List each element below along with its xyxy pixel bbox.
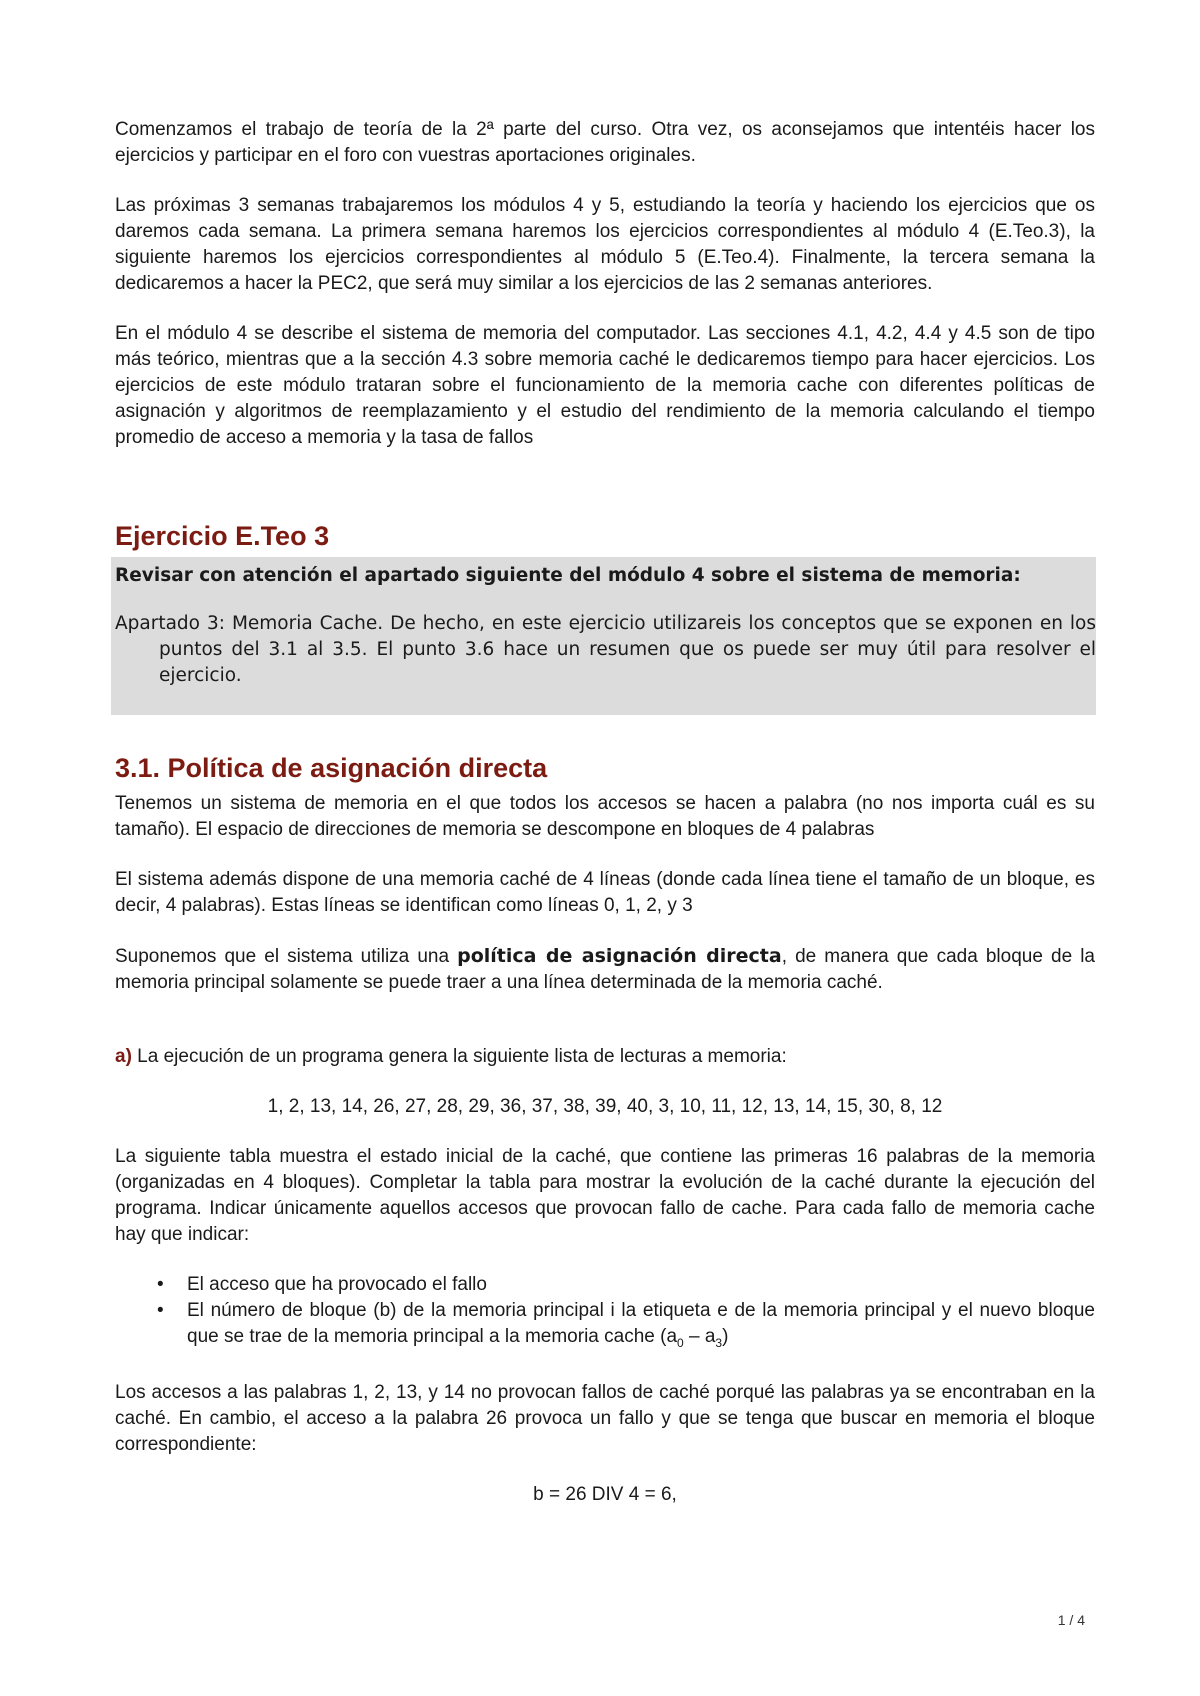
section-paragraph-3 [115, 943, 1095, 996]
section-paragraph-1: Tenemos un sistema de memoria en el que todos los accesos se hacen a palabra (no nos importa cuál es su tamaño). El espacio de direcciones de memoria se descompone en bloques de 4 palabras [115, 793, 1095, 840]
instructions-text: Apartado 3: Memoria Cache. De hecho, en este ejercicio utilizareis los conceptos que se exponen en los puntos del 3.1 al 3.5. El punto 3.6 hace un resumen que os puede ser muy útil para resolver el ejercicio. [115, 613, 1096, 686]
list-item [115, 1298, 1095, 1356]
bullet-2-end: ) [722, 1326, 729, 1347]
question-a-text: La ejecución de un programa genera la siguiente lista de lecturas a memoria: [131, 1046, 787, 1067]
p3-bold-term: política de asignación directa [457, 945, 782, 967]
section-paragraph-2: El sistema además dispone de una memoria caché de 4 líneas (donde cada línea tiene el tamaño de un bloque, es decir, 4 palabras). Estas líneas se identifican como líneas 0, 1, 2, y 3 [115, 869, 1095, 916]
section-heading: 3.1. Política de asignación directa [115, 753, 548, 783]
section-paragraph-4: La siguiente tabla muestra el estado inicial de la caché, que contiene las primeras 16 palabras de la memoria (organizadas en 4 bloques). Completar la tabla para mostrar la evolución de la caché durante la ejecución del programa. Indicar únicamente aquellos accesos que provocan fallo de cache. Para cada fallo de memoria cache hay que indicar: [115, 1146, 1095, 1245]
subscript-3: 3 [715, 1335, 723, 1350]
bullet-2-text: El número de bloque (b) de la memoria principal i la etiqueta e de la memoria principal y el nuevo bloque que se trae de la memoria principal a la memoria cache (a [187, 1300, 1095, 1347]
subscript-0: 0 [677, 1335, 684, 1350]
section-paragraph-5: Los accesos a las palabras 1, 2, 13, y 14 no provocan fallos de caché porqué las palabras ya se encontraban en la caché. En cambio, el acceso a la palabra 26 provoca un fallo y que se tenga que buscar en memoria el bloque correspondiente: [115, 1381, 1095, 1455]
page-number: 1 / 4 [1057, 1612, 1085, 1628]
p3-after: , de manera que cada bloque de la memoria principal solamente se puede traer a una línea determinada de la memoria caché. [115, 946, 1096, 993]
p3-before: Suponemos que el sistema utiliza una [115, 946, 458, 967]
bullet-list [115, 1272, 1095, 1356]
bullet-icon: • [157, 1274, 164, 1295]
instructions-title: Revisar con atención el apartado siguiente del módulo 4 sobre el sistema de memoria: [115, 565, 1021, 586]
bullet-1-text: El acceso que ha provocado el fallo [187, 1274, 487, 1295]
intro-paragraph-2: Las próximas 3 semanas trabajaremos los módulos 4 y 5, estudiando la teoría y haciendo los ejercicios que os daremos cada semana. La primera semana haremos los ejercicios correspondientes al módulo 4 (E.Teo.3), la siguiente haremos los ejercicios correspondientes al módulo 5 (E.Teo.4). Finalmente, la tercera semana la dedicaremos a hacer la PEC2, que será muy similar a los ejercicios de las 2 semanas anteriores. [115, 195, 1095, 294]
access-sequence: 1, 2, 13, 14, 26, 27, 28, 29, 36, 37, 38, 39, 40, 3, 10, 11, 12, 13, 14, 15, 30, 8, 12 [267, 1096, 943, 1117]
bullet-2-mid: – a [683, 1326, 716, 1347]
block-formula: b = 26 DIV 4 = 6, [533, 1483, 677, 1505]
intro-paragraph-1: Comenzamos el trabajo de teoría de la 2ª parte del curso. Otra vez, os aconsejamos que intentéis hacer los ejercicios y participar en el foro con vuestras aportaciones originales. [115, 119, 1095, 166]
exercise-heading: Ejercicio E.Teo 3 [115, 521, 330, 551]
bullet-icon: • [157, 1300, 164, 1321]
exercise-instructions-box [111, 557, 1096, 715]
question-a [115, 1044, 1095, 1070]
page-content [115, 117, 1095, 1508]
list-item [115, 1272, 1095, 1298]
question-a-label: a) [115, 1046, 132, 1067]
intro-paragraph-3: En el módulo 4 se describe el sistema de memoria del computador. Las secciones 4.1, 4.2, 4.4 y 4.5 son de tipo más teórico, mientras que a la sección 4.3 sobre memoria caché le dedicaremos tiempo para hacer ejercicios. Los ejercicios de este módulo trataran sobre el funcionamiento de la memoria cache con diferentes políticas de asignación y algoritmos de reemplazamiento y el estudio del rendimiento de la memoria calculando el tiempo promedio de acceso a memoria y la tasa de fallos [115, 323, 1095, 448]
